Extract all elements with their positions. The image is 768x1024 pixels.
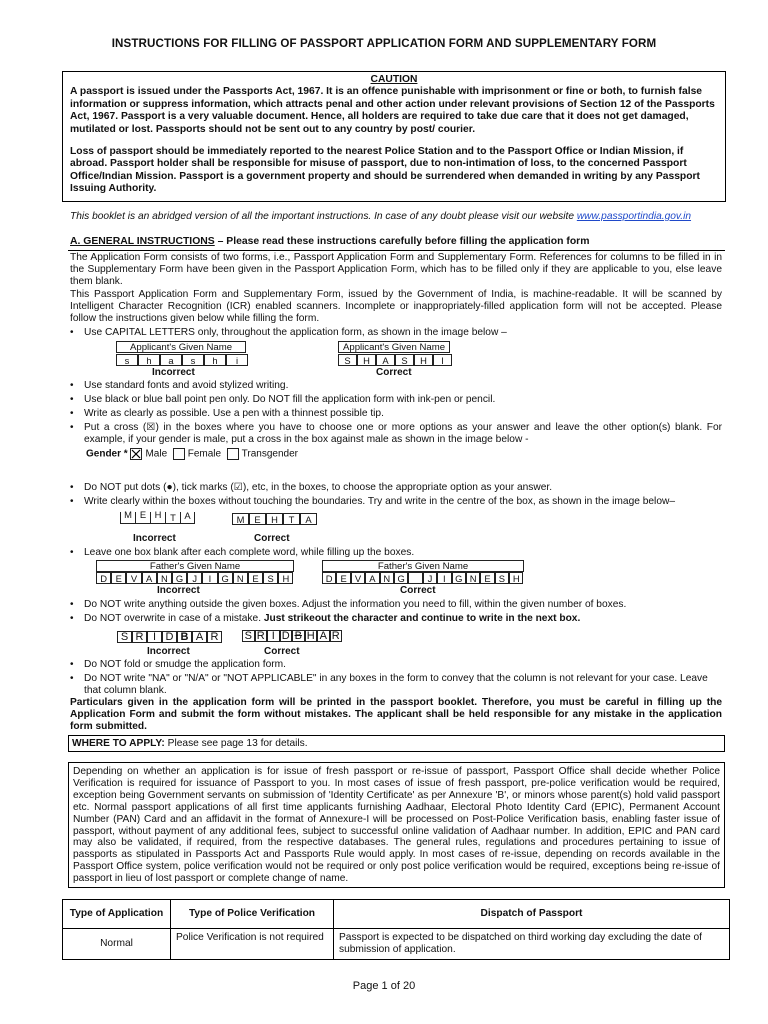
example-label-box: Applicant's Given Name bbox=[116, 341, 246, 353]
example-correct-with-gap: D E V A N G J I G N E S H bbox=[322, 572, 523, 584]
table-header: Dispatch of Passport bbox=[334, 900, 730, 929]
gender-option: Female bbox=[187, 448, 222, 460]
particulars-note: Particulars given in the application form will be printed in the passport booklet. Therefore, you must be careful in filling up the Application Form and submit the form without mistakes. The applicant shall be held responsible for any mistake in the application form submitted. bbox=[70, 697, 722, 732]
example-label-box: Father's Given Name bbox=[96, 560, 294, 572]
general-para-1: The Application Form consists of two forms, i.e., Passport Application Form and Supplementary Form. References for columns to be filled in in the Supplementary Form have been given in the Passport Application Form, which has to be filled only if they are applicable to you, else leave them blank. bbox=[70, 252, 722, 287]
application-table bbox=[62, 899, 730, 960]
page-number: Page 1 of 20 bbox=[352, 980, 416, 992]
section-a-subtitle: – Please read these instructions carefully before filling the application form bbox=[214, 236, 590, 247]
correct-caption: Correct bbox=[376, 367, 412, 378]
example-correct-centered: M E H T A bbox=[232, 513, 317, 525]
divider bbox=[68, 250, 725, 251]
incorrect-caption: Incorrect bbox=[157, 585, 200, 596]
document-title: INSTRUCTIONS FOR FILLING OF PASSPORT APPLICATION FORM AND SUPPLEMENTARY FORM bbox=[111, 37, 657, 50]
where-label: WHERE TO APPLY: bbox=[72, 738, 165, 749]
incorrect-caption: Incorrect bbox=[152, 367, 195, 378]
example-incorrect-lowercase: s h a s h i bbox=[116, 354, 248, 366]
table-cell: Normal bbox=[63, 929, 171, 960]
table-cell: Police Verification is not required bbox=[171, 929, 334, 960]
caution-paragraph-2: Loss of passport should be immediately reported to the nearest Police Station and to the Passport Office or Indian Mission, if abroad. Passport holder shall be responsible for misuse of passport, due to non-intimation of loss, to the concerned Passport Office/Indian Mission. Passport is a government property and should be surrendered when demanded in writing by any Passport Issuing Authority. bbox=[70, 146, 700, 195]
example-incorrect-no-gap: D E V A N G J I G N E S H bbox=[96, 572, 293, 584]
example-incorrect-touching: M E H T A bbox=[120, 512, 195, 524]
example-label-box: Applicant's Given Name bbox=[338, 341, 450, 353]
instruction-item: • Use standard fonts and avoid stylized writing. bbox=[70, 380, 289, 391]
instruction-item: • Use CAPITAL LETTERS only, throughout the application form, as shown in the image below – bbox=[70, 327, 507, 338]
gender-option: Transgender bbox=[241, 448, 298, 460]
table-header: Type of Application bbox=[63, 900, 171, 929]
incorrect-caption: Incorrect bbox=[133, 533, 176, 544]
caution-heading: CAUTION bbox=[370, 74, 418, 85]
instruction-item: • Put a cross (☒) in the boxes where you have to choose one or more options as your answer and leave the other option(s) blank. For example, if your gender is male, put a cross in the box against male as shown in the image below - bbox=[70, 422, 722, 445]
checkbox-empty-icon bbox=[173, 448, 185, 460]
instruction-item: • Do NOT write anything outside the given boxes. Adjust the information you need to fill, within the given number of boxes. bbox=[70, 599, 627, 610]
where-text: Please see page 13 for details. bbox=[164, 738, 308, 749]
instruction-item: • Leave one box blank after each complete word, while filling up the boxes. bbox=[70, 547, 415, 558]
caution-paragraph-1: A passport is issued under the Passports Act, 1967. It is an offence punishable with imprisonment or fine or both, to furnish false information or suppress information, which attracts penal and other action under relevant provisions of Section 12 of the Passports Act, 1967. Passport is a very valuable document. Hence, all holders are required to take due care that it does not get damaged, mutilated or lost. Passports should not be sent out to any country by post/ courier. bbox=[70, 86, 715, 135]
website-link[interactable]: www.passportindia.gov.in bbox=[576, 211, 692, 222]
section-a-title: A. GENERAL INSTRUCTIONS bbox=[70, 236, 215, 247]
booklet-note bbox=[70, 211, 691, 223]
instruction-item: • Do NOT overwrite in case of a mistake. Just strikeout the character and continue to write in the next box. bbox=[70, 613, 581, 624]
booklet-note-text: This booklet is an abridged version of all the important instructions. In case of any doubt please visit our website bbox=[70, 211, 577, 222]
where-to-apply bbox=[68, 735, 725, 752]
table-header-row bbox=[63, 900, 730, 929]
gender-label: Gender * bbox=[86, 448, 128, 460]
instruction-item: • Use black or blue ball point pen only. Do NOT fill the application form with ink-pen or pencil. bbox=[70, 394, 496, 405]
correct-caption: Correct bbox=[400, 585, 436, 596]
gender-example bbox=[86, 448, 298, 461]
gender-option: Male bbox=[145, 448, 168, 460]
instruction-item: • Do NOT write "NA" or "N/A" or "NOT APPLICABLE" in any boxes in the form to convey that the column is not relevant for your case. Leave that column blank. bbox=[70, 673, 708, 696]
table-row bbox=[63, 929, 730, 960]
caution-box bbox=[62, 71, 726, 202]
police-verification-info: Depending on whether an application is for issue of fresh passport or re-issue of passport, Passport Office shall decide whether Police Verification is required for issuance of Passport to you. In most cases of issue of fresh passport, pre-police verification would be required, exception being Government servants on submission of 'Identity Certificate' as per Annexure 'B', or minors whose parent(s) hold valid passport etc. Normal passport applications of all first time applicants furnishing Aadhaar, Electoral Photo Identity Card (EPIC), Permanent Account Number (PAN) Card and an affidavit in the format of Annexure-I will be processed on Post-Police Verification basis, enabling faster issue of passport, without payment of any additional fees, subject to successful online validation of Aadhaar number. In addition, EPIC and PAN card may also be validated, if required, from the respective databases. The general rules, regulations and procedures pertaining to issue of passports as stipulated in Passports Act and Passports Rule would apply. In most cases of re-issue, depending on records available in the Passport Office system, police verification would not be required or only post police verification would be required, exceptions being re-issue of passport in lieu of lost passport or complete change of name. bbox=[68, 762, 725, 888]
table-header: Type of Police Verification bbox=[171, 900, 334, 929]
instruction-item: • Do NOT put dots (●), tick marks (☑), etc, in the boxes, to choose the appropriate option as your answer. bbox=[70, 482, 553, 493]
general-para-2: This Passport Application Form and Supplementary Form, issued by the Government of India, is machine-readable. It will be scanned by Intelligent Character Recognition (ICR) enabled scanners. Incomplete or inappropriately-filled application form will not be accepted. Please follow the instructions given below while filling the form. bbox=[70, 289, 722, 324]
example-incorrect-overwrite: S R I D B A R bbox=[117, 631, 222, 643]
correct-caption: Correct bbox=[254, 533, 290, 544]
example-correct-uppercase: S H A S H I bbox=[338, 354, 452, 366]
example-correct-strikeout: S R I D B H A R bbox=[242, 630, 342, 642]
section-a-heading bbox=[70, 236, 589, 248]
checkbox-empty-icon bbox=[227, 448, 239, 460]
instruction-item: • Write as clearly as possible. Use a pen with a thinnest possible tip. bbox=[70, 408, 384, 419]
checkbox-crossed-icon bbox=[130, 448, 142, 460]
incorrect-caption: Incorrect bbox=[147, 646, 190, 657]
instruction-item: • Write clearly within the boxes without touching the boundaries. Try and write in the centre of the box, as shown in the image below– bbox=[70, 496, 676, 507]
correct-caption: Correct bbox=[264, 646, 300, 657]
example-label-box: Father's Given Name bbox=[322, 560, 524, 572]
table-cell: Passport is expected to be dispatched on third working day excluding the date of submission of application. bbox=[334, 929, 730, 960]
instruction-item: • Do NOT fold or smudge the application form. bbox=[70, 659, 286, 670]
